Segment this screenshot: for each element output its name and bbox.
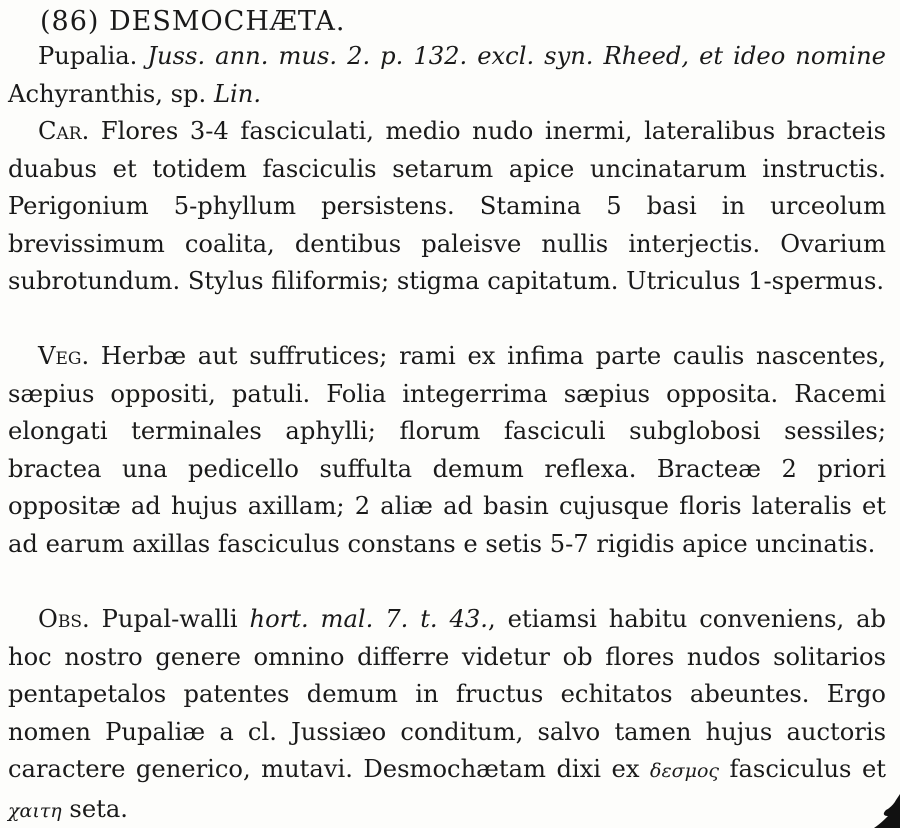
genus-name: DESMOCHÆTA.: [109, 6, 346, 37]
greek-word-desmos: δεσμος: [650, 760, 720, 782]
vegetation-text: Herbæ aut suffrutices; rami ex infima parte caulis nascentes, sæpius oppositi, patuli. Folia integerrima sæpius opposita. Racemi elongati terminales aphylli; florum fasciculi subglobosi sessiles; bractea una pedicello suffulta demum reflexa. Bracteæ 2 priori oppositæ ad hujus axillam; 2 aliæ ad basin cujusque floris lateralis et ad earum axillas fasciculus constans e setis 5-7 rigidis apice uncinatis.: [8, 342, 886, 558]
characters-text: Flores 3-4 fasciculati, medio nudo inermi, lateralibus bracteis duabus et totidem fasciculis setarum apice uncinatarum instructis. Perigonium 5-phyllum persistens. Stamina 5 basi in urceolum brevissimum coalita, dentibus paleisve nullis interjectis. Ovarium subrotundum. Stylus filiformis; stigma capitatum. Utriculus 1-spermus.: [8, 117, 886, 295]
greek-word-chaite: χαιτη: [8, 799, 62, 822]
ink-blot-mark: [870, 794, 900, 828]
synonym-sp: , sp.: [155, 79, 207, 108]
characters-paragraph: [8, 113, 886, 301]
synonym-name: Pupalia.: [38, 42, 138, 70]
synonym-citation: Juss. ann. mus. 2. p. 132. excl. syn. Rheed, et ideo nomine: [147, 42, 886, 70]
observation-start: Pupal-walli: [101, 605, 238, 633]
observation-text-c: seta.: [69, 794, 128, 823]
observation-paragraph: [8, 601, 886, 830]
synonym-author: Lin.: [213, 79, 262, 108]
observation-label: Obs.: [38, 605, 90, 633]
genus-number: (86): [40, 6, 100, 37]
vegetation-paragraph: [8, 338, 886, 563]
vegetation-label: Veg.: [38, 342, 90, 370]
observation-text-b: fasciculus et: [729, 755, 886, 783]
observation-citation: hort. mal. 7. t. 43.: [249, 605, 488, 633]
characters-label: Car.: [38, 117, 90, 145]
observation-text-a: , etiamsi habitu conveniens, ab hoc nostro genere omnino differre videtur ob flores nudos solitarios pentapetalos patentes demum in fructus echitatos abeuntes. Ergo nomen Pupaliæ a cl. Jussiæo conditum, salvo tamen hujus auctoris caractere generico, mutavi. Desmochætam dixi ex: [8, 605, 886, 783]
synonym-genus-ref: Achyranthis: [8, 79, 156, 108]
synonymy-paragraph: [8, 38, 886, 113]
genus-heading: [40, 6, 346, 37]
